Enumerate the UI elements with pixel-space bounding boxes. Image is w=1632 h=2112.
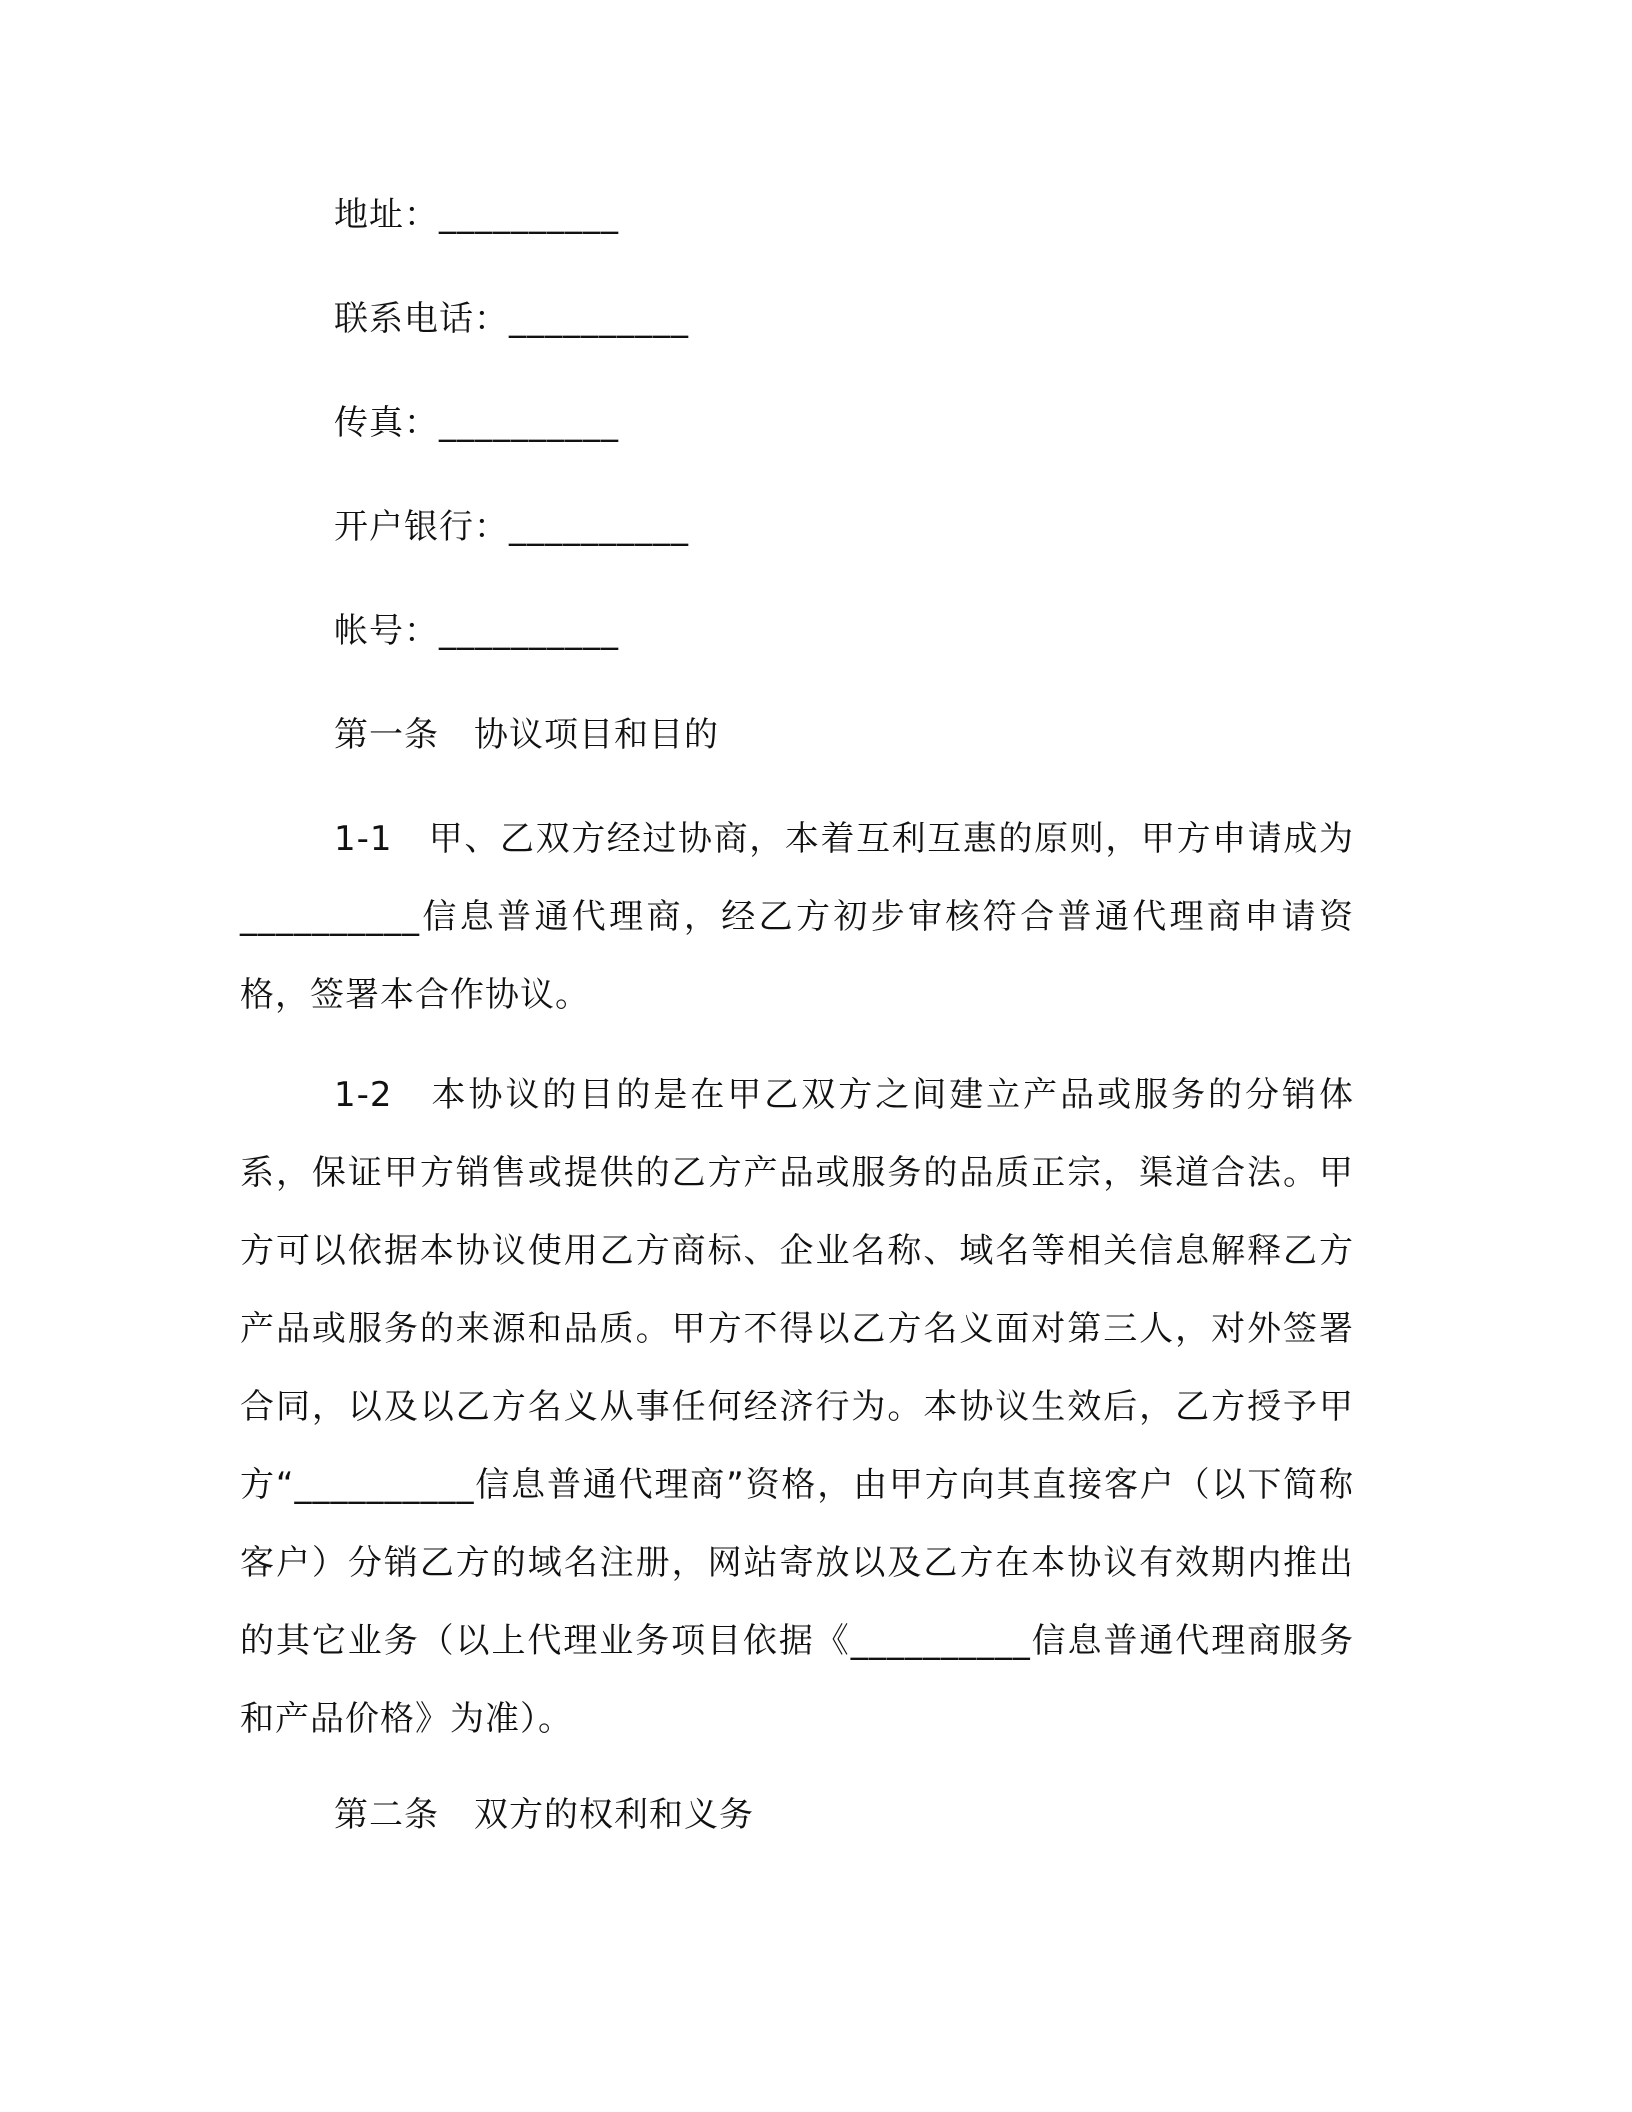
- bank-blank: __________: [509, 507, 689, 547]
- clause-1-2: 1-2 本协议的目的是在甲乙双方之间建立产品或服务的分销体系，保证甲方销售或提供的乙方产品或服务的品质正宗，渠道合法。甲方可以依据本协议使用乙方商标、企业名称、域名等相关信息解释乙方产品或服务的来源和品质。甲方不得以乙方名义面对第三人，对外签署合同，以及以乙方名义从事任何经济行为。本协议生效后，乙方授予甲方“__________信息普通代理商”资格，由甲方向其直接客户（以下简称客户）分销乙方的域名注册，网站寄放以及乙方在本协议有效期内推出的其它业务（以上代理业务项目依据《__________信息普通代理商服务和产品价格》为准）。: [240, 1075, 1354, 1739]
- bank-label: 开户银行：: [334, 507, 509, 547]
- phone-field: [334, 299, 689, 339]
- fax-blank: __________: [439, 403, 619, 443]
- article2-heading: 第二条 双方的权利和义务: [334, 1795, 754, 1835]
- fax-label: 传真：: [334, 403, 439, 443]
- address-label: 地址：: [334, 195, 439, 235]
- fax-field: [334, 403, 619, 443]
- account-blank: __________: [439, 611, 619, 651]
- bank-field: [334, 507, 689, 547]
- account-field: [334, 611, 619, 651]
- address-blank: __________: [439, 195, 619, 235]
- phone-label: 联系电话：: [334, 299, 509, 339]
- clause-1-1: 1-1 甲、乙双方经过协商，本着互利互惠的原则，甲方申请成为__________信息普通代理商，经乙方初步审核符合普通代理商申请资格，签署本合作协议。: [240, 819, 1354, 1015]
- address-field: [334, 195, 619, 235]
- phone-blank: __________: [509, 299, 689, 339]
- article1-heading: 第一条 协议项目和目的: [334, 715, 719, 755]
- account-label: 帐号：: [334, 611, 439, 651]
